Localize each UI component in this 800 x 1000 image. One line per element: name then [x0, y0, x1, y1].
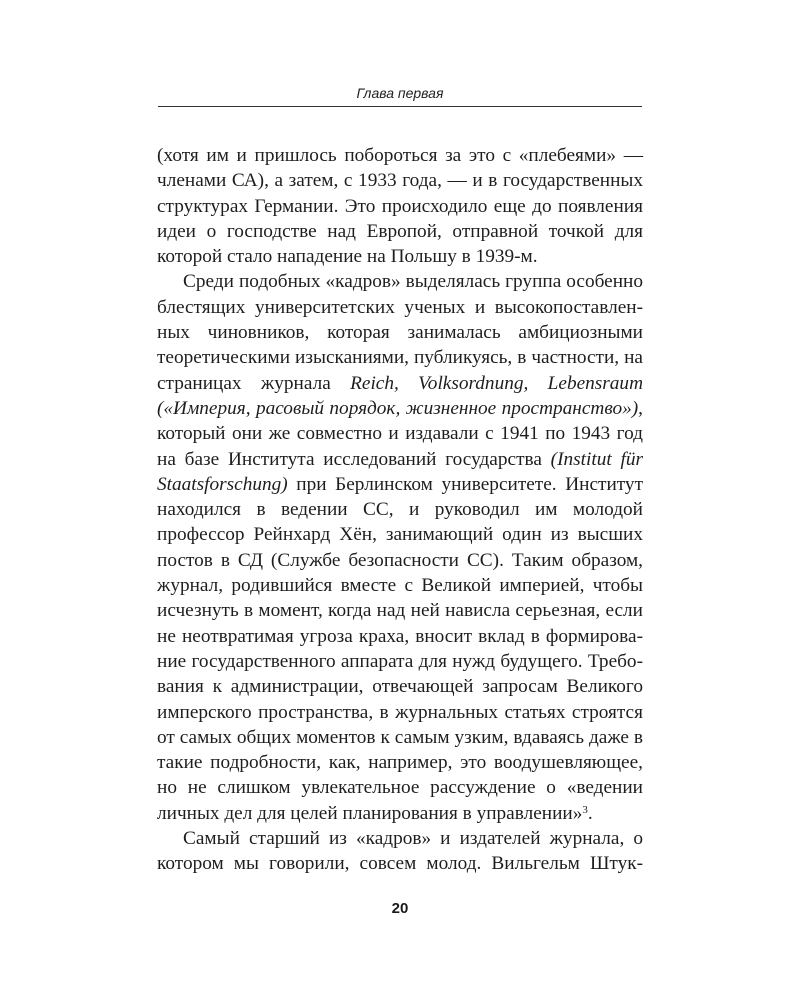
paragraph-3	[157, 826, 643, 877]
running-head: Глава первая	[356, 85, 444, 101]
paragraph-text: .	[587, 802, 593, 824]
paragraph-text: Среди подобных «кадров» выделялась группа особенно блестящих университетских ученых и высокопоставленных чиновников, которая занималась амбициозными теоретическими изысканиями, публикуясь, в частности, на страницах журнала	[157, 271, 643, 394]
body-text	[157, 143, 643, 877]
paragraph-text: (хотя им и пришлось побороться за это с «плебеями» — членами СА), а затем, с 1933 года, — и в государственных структурах Германии. Это происходило еще до появления идеи о господстве над Европой, отправной точкой для которой стало нападение на Польшу в 1939-м.	[157, 145, 643, 268]
journal-title-italic: Reich, Volksordnung, Lebensraum («Империя, расовый порядок, жизненное пространство»)	[157, 372, 643, 419]
header-rule	[158, 106, 642, 107]
paragraph-text: Самый старший из «кадров» и издателей журнала, о котором мы говорили, совсем молод. Вильгельм Штук-	[157, 828, 643, 875]
page-number: 20	[391, 900, 409, 917]
paragraph-1	[157, 143, 643, 269]
footnote-marker: 3	[582, 803, 588, 816]
paragraph-text: при Берлинском университете. Институт находился в ведении СС, и руководил им молодой профессор Рейнхард Хён, занимающий один из высших постов в СД (Службе безопасности СС). Таким образом, журнал, родившийся вместе с Великой империей, чтобы исчезнуть в момент, когда над ней нависла серьезная, если не неотвратимая угроза краха, вносит вклад в формирование государственного аппарата для нужд будущего. Требования к администрации, отвечающей запросам Великого имперского пространства, в журнальных статьях строятся от самых общих моментов к самым узким, вдаваясь даже в такие подробности, как, например, это воодушевляющее, но не слишком увлекательное рассуждение о «ведении личных дел для целей планирования в управлении»	[157, 473, 643, 824]
institute-name-italic: (Institut für Staatsforschung)	[157, 448, 643, 495]
paragraph-text: , который они же совместно и издавали с 1941 по 1943 год на базе Института исследований государства	[157, 397, 643, 470]
paragraph-2	[157, 269, 643, 826]
